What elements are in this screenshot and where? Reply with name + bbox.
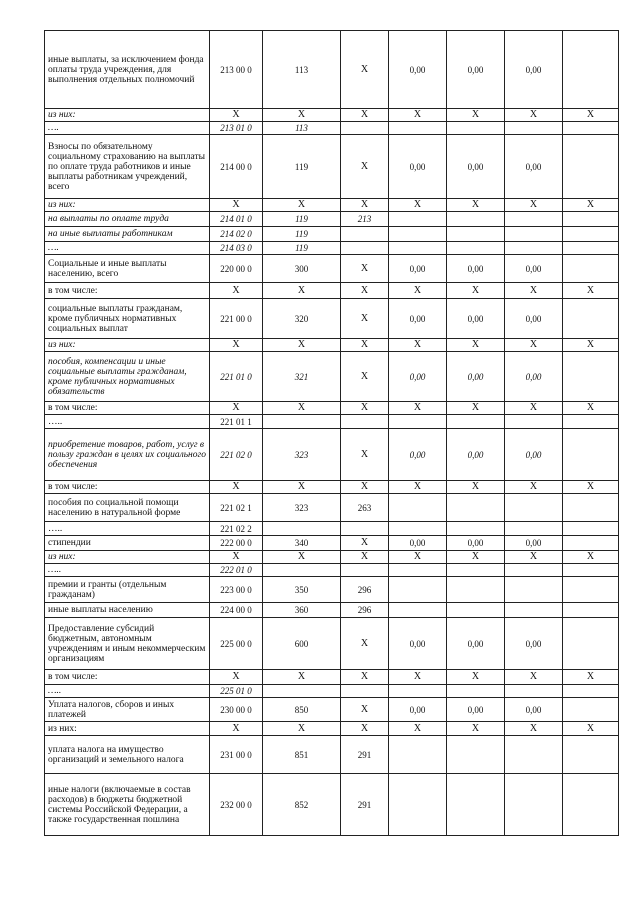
cell-value-extra xyxy=(563,415,619,429)
cell-kvr-code: 296 xyxy=(341,603,389,618)
cell-value-extra xyxy=(563,122,619,135)
cell-value-extra: X xyxy=(563,283,619,299)
cell-value-year-3 xyxy=(505,603,563,618)
cell-value-extra xyxy=(563,227,619,242)
cell-row-name: в том числе: xyxy=(45,402,210,415)
cell-value-year-3: 0,00 xyxy=(505,536,563,551)
cell-row-name: из них: xyxy=(45,722,210,736)
cell-kvr-code: X xyxy=(341,135,389,199)
cell-value-year-1: X xyxy=(389,722,447,736)
cell-row-code: X xyxy=(210,109,263,122)
cell-value-year-2: 0,00 xyxy=(447,698,505,722)
cell-value-year-1: 0,00 xyxy=(389,536,447,551)
cell-value-extra: X xyxy=(563,481,619,494)
cell-value-year-3 xyxy=(505,577,563,603)
cell-kosgu-code: 851 xyxy=(263,736,341,774)
cell-value-year-1 xyxy=(389,774,447,836)
cell-kvr-code: X xyxy=(341,670,389,685)
cell-value-year-1 xyxy=(389,603,447,618)
cell-row-code: X xyxy=(210,722,263,736)
cell-value-extra: X xyxy=(563,722,619,736)
cell-value-year-3 xyxy=(505,415,563,429)
cell-row-name: Социальные и иные выплаты населению, всего xyxy=(45,255,210,283)
cell-value-year-2 xyxy=(447,577,505,603)
cell-value-year-3 xyxy=(505,227,563,242)
cell-row-name: из них: xyxy=(45,551,210,564)
cell-value-year-3 xyxy=(505,212,563,227)
cell-kosgu-code: 113 xyxy=(263,31,341,109)
cell-row-code: 214 00 0 xyxy=(210,135,263,199)
table-row xyxy=(45,722,619,736)
cell-row-name: ….. xyxy=(45,564,210,577)
cell-row-code: 213 01 0 xyxy=(210,122,263,135)
cell-kosgu-code: 320 xyxy=(263,299,341,339)
cell-value-year-1: 0,00 xyxy=(389,299,447,339)
cell-kvr-code: 291 xyxy=(341,736,389,774)
cell-kvr-code: 213 xyxy=(341,212,389,227)
cell-value-extra xyxy=(563,352,619,402)
table-row xyxy=(45,429,619,481)
cell-kosgu-code: 350 xyxy=(263,577,341,603)
cell-row-name: на выплаты по оплате труда xyxy=(45,212,210,227)
cell-row-code: 221 01 1 xyxy=(210,415,263,429)
cell-row-code: 221 02 1 xyxy=(210,494,263,522)
cell-row-code: X xyxy=(210,339,263,352)
table-row xyxy=(45,227,619,242)
cell-value-extra xyxy=(563,135,619,199)
cell-value-year-3: 0,00 xyxy=(505,299,563,339)
cell-kvr-code: X xyxy=(341,429,389,481)
cell-kvr-code xyxy=(341,415,389,429)
cell-value-extra xyxy=(563,242,619,255)
cell-row-code: 214 01 0 xyxy=(210,212,263,227)
cell-row-code: 225 00 0 xyxy=(210,618,263,670)
cell-value-year-2 xyxy=(447,122,505,135)
cell-row-name: пособия по социальной помощи населению в натуральной форме xyxy=(45,494,210,522)
cell-row-name: ….. xyxy=(45,415,210,429)
cell-value-year-3: X xyxy=(505,481,563,494)
cell-value-year-2: X xyxy=(447,283,505,299)
cell-value-year-2 xyxy=(447,774,505,836)
cell-kosgu-code: X xyxy=(263,722,341,736)
table-row xyxy=(45,242,619,255)
cell-kvr-code xyxy=(341,122,389,135)
cell-kvr-code xyxy=(341,685,389,698)
cell-value-year-1 xyxy=(389,212,447,227)
table-row xyxy=(45,283,619,299)
cell-row-name: иные выплаты населению xyxy=(45,603,210,618)
cell-value-year-2: 0,00 xyxy=(447,255,505,283)
cell-kosgu-code xyxy=(263,564,341,577)
cell-value-extra: X xyxy=(563,199,619,212)
cell-value-year-3: 0,00 xyxy=(505,698,563,722)
cell-value-year-3: X xyxy=(505,199,563,212)
cell-value-extra xyxy=(563,536,619,551)
cell-row-name: социальные выплаты гражданам, кроме публичных нормативных социальных выплат xyxy=(45,299,210,339)
cell-value-year-2: X xyxy=(447,339,505,352)
cell-kosgu-code: 113 xyxy=(263,122,341,135)
cell-value-extra xyxy=(563,698,619,722)
cell-value-year-2: X xyxy=(447,670,505,685)
cell-value-year-3 xyxy=(505,564,563,577)
cell-row-code: 222 00 0 xyxy=(210,536,263,551)
cell-value-extra xyxy=(563,577,619,603)
cell-kosgu-code: 119 xyxy=(263,242,341,255)
cell-value-year-1: X xyxy=(389,670,447,685)
cell-kvr-code: X xyxy=(341,352,389,402)
cell-kosgu-code: X xyxy=(263,481,341,494)
cell-kvr-code: X xyxy=(341,481,389,494)
cell-value-extra xyxy=(563,603,619,618)
cell-row-name: иные выплаты, за исключением фонда оплаты труда учреждения, для выполнения отдельных полномочий xyxy=(45,31,210,109)
cell-row-code: 221 02 0 xyxy=(210,429,263,481)
cell-kosgu-code: 852 xyxy=(263,774,341,836)
cell-kosgu-code: 300 xyxy=(263,255,341,283)
cell-value-year-1 xyxy=(389,522,447,536)
cell-value-year-1: X xyxy=(389,199,447,212)
cell-value-year-3: X xyxy=(505,109,563,122)
cell-value-year-2 xyxy=(447,522,505,536)
cell-value-year-3: 0,00 xyxy=(505,31,563,109)
cell-value-year-2 xyxy=(447,603,505,618)
cell-value-year-1 xyxy=(389,685,447,698)
cell-value-extra xyxy=(563,774,619,836)
cell-row-name: приобретение товаров, работ, услуг в пользу граждан в целях их социального обеспечения xyxy=(45,429,210,481)
cell-value-extra xyxy=(563,31,619,109)
cell-value-year-1: 0,00 xyxy=(389,429,447,481)
cell-kosgu-code xyxy=(263,522,341,536)
cell-row-code: 214 02 0 xyxy=(210,227,263,242)
cell-row-code: 221 00 0 xyxy=(210,299,263,339)
cell-value-year-3 xyxy=(505,522,563,536)
table-row xyxy=(45,415,619,429)
cell-value-year-1: 0,00 xyxy=(389,31,447,109)
cell-value-year-2 xyxy=(447,564,505,577)
cell-value-year-1: X xyxy=(389,481,447,494)
cell-kvr-code: X xyxy=(341,536,389,551)
cell-value-year-2: X xyxy=(447,402,505,415)
cell-row-code: 223 00 0 xyxy=(210,577,263,603)
cell-value-year-1: X xyxy=(389,551,447,564)
cell-value-year-3: X xyxy=(505,339,563,352)
cell-value-year-2: 0,00 xyxy=(447,429,505,481)
cell-value-year-3: 0,00 xyxy=(505,429,563,481)
cell-value-year-2: X xyxy=(447,722,505,736)
cell-row-name: …. xyxy=(45,242,210,255)
cell-row-name: в том числе: xyxy=(45,481,210,494)
table-row xyxy=(45,481,619,494)
cell-row-name: ….. xyxy=(45,522,210,536)
cell-kosgu-code: X xyxy=(263,339,341,352)
cell-value-year-3 xyxy=(505,122,563,135)
cell-value-year-1: X xyxy=(389,109,447,122)
cell-row-code: 221 02 2 xyxy=(210,522,263,536)
cell-value-year-1 xyxy=(389,494,447,522)
cell-kvr-code: X xyxy=(341,698,389,722)
cell-value-year-1: X xyxy=(389,283,447,299)
cell-value-year-3: X xyxy=(505,551,563,564)
cell-row-name: в том числе: xyxy=(45,670,210,685)
table-row xyxy=(45,774,619,836)
cell-kvr-code: X xyxy=(341,109,389,122)
table-row xyxy=(45,670,619,685)
cell-value-year-1: X xyxy=(389,402,447,415)
cell-value-year-2 xyxy=(447,736,505,774)
table-row xyxy=(45,31,619,109)
table-row xyxy=(45,299,619,339)
cell-value-year-3: X xyxy=(505,722,563,736)
cell-value-year-3: X xyxy=(505,283,563,299)
cell-row-code: 230 00 0 xyxy=(210,698,263,722)
cell-kvr-code: X xyxy=(341,255,389,283)
cell-value-year-1 xyxy=(389,227,447,242)
cell-kvr-code: X xyxy=(341,722,389,736)
cell-row-name: ….. xyxy=(45,685,210,698)
cell-row-code: X xyxy=(210,481,263,494)
table-row xyxy=(45,255,619,283)
cell-row-code: 225 01 0 xyxy=(210,685,263,698)
table-row xyxy=(45,564,619,577)
cell-row-code: 224 00 0 xyxy=(210,603,263,618)
cell-value-extra: X xyxy=(563,402,619,415)
cell-row-code: 221 01 0 xyxy=(210,352,263,402)
cell-kosgu-code: 323 xyxy=(263,494,341,522)
cell-row-name: из них: xyxy=(45,109,210,122)
table-row xyxy=(45,352,619,402)
table-row xyxy=(45,698,619,722)
cell-kosgu-code: 600 xyxy=(263,618,341,670)
cell-kvr-code: X xyxy=(341,551,389,564)
cell-value-year-3 xyxy=(505,494,563,522)
table-row xyxy=(45,212,619,227)
table-row xyxy=(45,402,619,415)
cell-row-code: 213 00 0 xyxy=(210,31,263,109)
cell-kvr-code: 296 xyxy=(341,577,389,603)
cell-kvr-code xyxy=(341,564,389,577)
cell-value-extra: X xyxy=(563,551,619,564)
cell-row-name: Предоставление субсидий бюджетным, автономным учреждениям и иным некоммерческим организациям xyxy=(45,618,210,670)
cell-value-year-3: 0,00 xyxy=(505,255,563,283)
cell-value-year-1 xyxy=(389,242,447,255)
cell-kosgu-code: 119 xyxy=(263,227,341,242)
table-row xyxy=(45,522,619,536)
cell-kosgu-code: 321 xyxy=(263,352,341,402)
cell-value-year-3 xyxy=(505,774,563,836)
cell-kosgu-code: X xyxy=(263,109,341,122)
table-row xyxy=(45,494,619,522)
cell-kvr-code: X xyxy=(341,283,389,299)
table-row xyxy=(45,577,619,603)
cell-value-year-2 xyxy=(447,242,505,255)
cell-value-year-1: 0,00 xyxy=(389,352,447,402)
cell-row-name: из них: xyxy=(45,199,210,212)
cell-value-year-2 xyxy=(447,494,505,522)
cell-value-year-2: 0,00 xyxy=(447,618,505,670)
cell-value-year-3 xyxy=(505,736,563,774)
cell-value-year-1 xyxy=(389,736,447,774)
cell-kosgu-code xyxy=(263,415,341,429)
cell-value-extra xyxy=(563,212,619,227)
cell-row-name: уплата налога на имущество организаций и земельного налога xyxy=(45,736,210,774)
table-row xyxy=(45,551,619,564)
cell-value-year-3: X xyxy=(505,670,563,685)
cell-kvr-code: X xyxy=(341,31,389,109)
cell-row-code: X xyxy=(210,551,263,564)
cell-value-year-3: 0,00 xyxy=(505,135,563,199)
cell-value-year-2: X xyxy=(447,481,505,494)
cell-value-year-1 xyxy=(389,577,447,603)
cell-kosgu-code: X xyxy=(263,199,341,212)
cell-value-year-2 xyxy=(447,685,505,698)
cell-value-year-2: 0,00 xyxy=(447,135,505,199)
cell-value-year-2: X xyxy=(447,109,505,122)
cell-value-year-2 xyxy=(447,415,505,429)
cell-value-year-2: 0,00 xyxy=(447,299,505,339)
cell-kvr-code xyxy=(341,242,389,255)
cell-row-code: X xyxy=(210,199,263,212)
cell-row-code: X xyxy=(210,283,263,299)
expenses-table xyxy=(44,30,619,836)
cell-row-name: …. xyxy=(45,122,210,135)
table-row xyxy=(45,122,619,135)
cell-value-year-3 xyxy=(505,242,563,255)
cell-value-extra xyxy=(563,299,619,339)
table-row xyxy=(45,339,619,352)
cell-kvr-code: X xyxy=(341,339,389,352)
cell-value-year-1: X xyxy=(389,339,447,352)
cell-value-year-3: 0,00 xyxy=(505,618,563,670)
cell-row-name: иные налоги (включаемые в состав расходов) в бюджеты бюджетной системы Российской Федерации, а также государственная пошлина xyxy=(45,774,210,836)
cell-row-name: стипендии xyxy=(45,536,210,551)
cell-kosgu-code: 850 xyxy=(263,698,341,722)
cell-value-year-2: X xyxy=(447,551,505,564)
cell-kosgu-code: X xyxy=(263,551,341,564)
cell-kosgu-code xyxy=(263,685,341,698)
cell-row-name: пособия, компенсации и иные социальные выплаты гражданам, кроме публичных нормативных обязательств xyxy=(45,352,210,402)
table-row xyxy=(45,736,619,774)
cell-value-year-2: 0,00 xyxy=(447,31,505,109)
cell-value-extra xyxy=(563,685,619,698)
cell-value-extra: X xyxy=(563,670,619,685)
cell-row-code: 214 03 0 xyxy=(210,242,263,255)
cell-row-code: X xyxy=(210,670,263,685)
cell-row-name: Взносы по обязательному социальному страхованию на выплаты по оплате труда работников и иные выплаты работникам учреждений, всего xyxy=(45,135,210,199)
table-body xyxy=(45,31,619,836)
cell-value-extra xyxy=(563,522,619,536)
cell-value-year-2 xyxy=(447,227,505,242)
cell-value-extra xyxy=(563,736,619,774)
cell-value-year-1: 0,00 xyxy=(389,618,447,670)
cell-kvr-code xyxy=(341,227,389,242)
cell-kvr-code xyxy=(341,522,389,536)
table-row xyxy=(45,685,619,698)
cell-kvr-code: 291 xyxy=(341,774,389,836)
cell-value-year-1 xyxy=(389,564,447,577)
cell-value-year-1: 0,00 xyxy=(389,698,447,722)
cell-kosgu-code: X xyxy=(263,670,341,685)
cell-kosgu-code: 340 xyxy=(263,536,341,551)
cell-value-year-1 xyxy=(389,415,447,429)
table-row xyxy=(45,109,619,122)
cell-kvr-code: X xyxy=(341,199,389,212)
cell-row-code: X xyxy=(210,402,263,415)
cell-kosgu-code: 119 xyxy=(263,135,341,199)
cell-value-year-2: X xyxy=(447,199,505,212)
cell-kosgu-code: 119 xyxy=(263,212,341,227)
cell-value-year-3: X xyxy=(505,402,563,415)
cell-row-name: Уплата налогов, сборов и иных платежей xyxy=(45,698,210,722)
table-row xyxy=(45,618,619,670)
cell-row-name: в том числе: xyxy=(45,283,210,299)
table-row xyxy=(45,199,619,212)
cell-value-extra: X xyxy=(563,109,619,122)
cell-value-year-1: 0,00 xyxy=(389,135,447,199)
document-sheet xyxy=(44,30,618,836)
cell-value-year-1: 0,00 xyxy=(389,255,447,283)
cell-row-name: премии и гранты (отдельным гражданам) xyxy=(45,577,210,603)
cell-kosgu-code: X xyxy=(263,283,341,299)
cell-value-year-2 xyxy=(447,212,505,227)
cell-value-year-3 xyxy=(505,685,563,698)
cell-row-name: из них: xyxy=(45,339,210,352)
cell-row-name: на иные выплаты работникам xyxy=(45,227,210,242)
cell-row-code: 222 01 0 xyxy=(210,564,263,577)
cell-value-year-2: 0,00 xyxy=(447,536,505,551)
cell-value-extra: X xyxy=(563,339,619,352)
cell-kvr-code: X xyxy=(341,402,389,415)
cell-value-year-1 xyxy=(389,122,447,135)
table-row xyxy=(45,603,619,618)
cell-row-code: 231 00 0 xyxy=(210,736,263,774)
cell-value-extra xyxy=(563,494,619,522)
table-row xyxy=(45,135,619,199)
cell-value-extra xyxy=(563,429,619,481)
cell-kosgu-code: 323 xyxy=(263,429,341,481)
cell-value-extra xyxy=(563,255,619,283)
cell-kvr-code: 263 xyxy=(341,494,389,522)
cell-value-extra xyxy=(563,618,619,670)
cell-kvr-code: X xyxy=(341,299,389,339)
cell-value-extra xyxy=(563,564,619,577)
table-row xyxy=(45,536,619,551)
cell-kosgu-code: X xyxy=(263,402,341,415)
cell-value-year-3: 0,00 xyxy=(505,352,563,402)
cell-kosgu-code: 360 xyxy=(263,603,341,618)
cell-kvr-code: X xyxy=(341,618,389,670)
cell-row-code: 232 00 0 xyxy=(210,774,263,836)
cell-value-year-2: 0,00 xyxy=(447,352,505,402)
cell-row-code: 220 00 0 xyxy=(210,255,263,283)
